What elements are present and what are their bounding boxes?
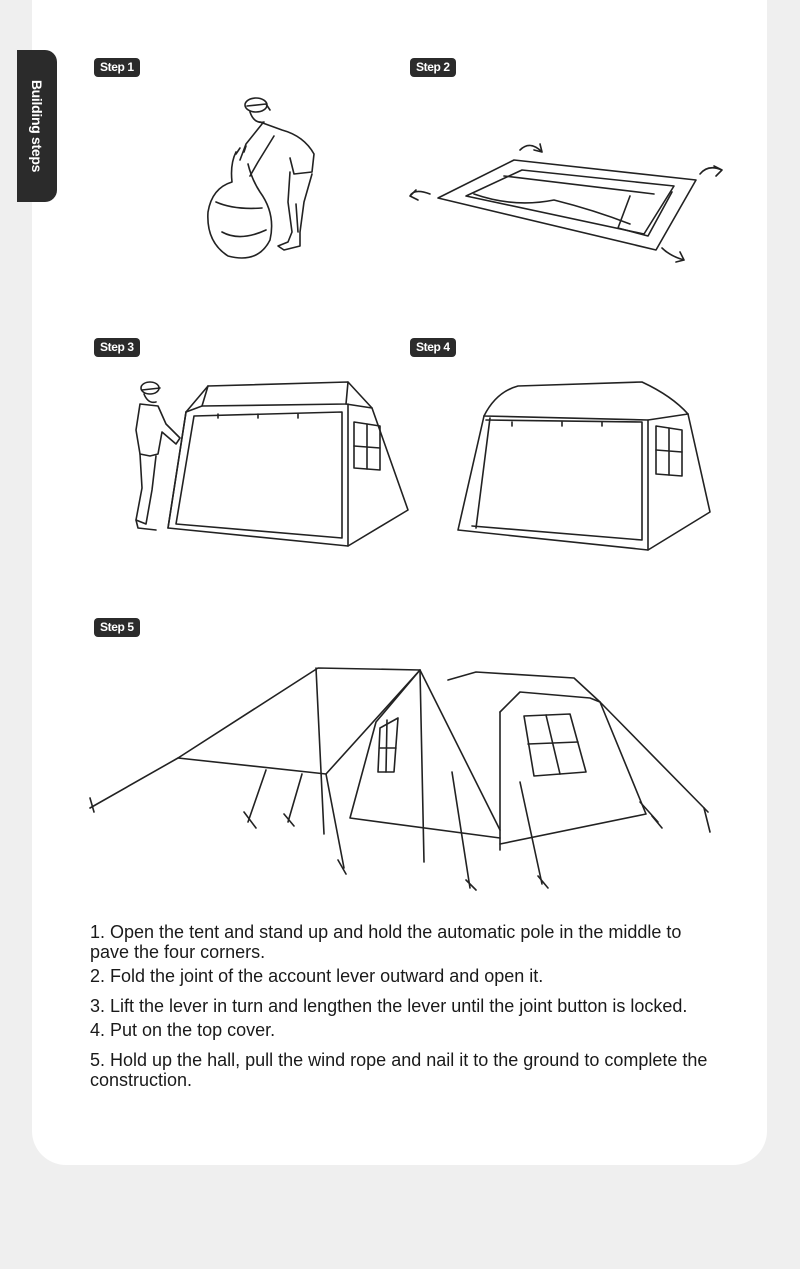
- step-4-illustration: [452, 378, 720, 558]
- instruction-step-1: 1. Open the tent and stand up and hold the automatic pole in the middle to pave the four corners.: [90, 922, 682, 962]
- instruction-step-5: 5. Hold up the hall, pull the wind rope and nail it to the ground to complete the construction.: [90, 1050, 708, 1090]
- building-steps-tab: [17, 50, 57, 202]
- step-4-badge: Step 4: [410, 338, 456, 357]
- step-1-illustration: [200, 92, 330, 262]
- step-2-illustration: [404, 138, 724, 263]
- step-3-badge: Step 3: [94, 338, 140, 357]
- step-2-badge: Step 2: [410, 58, 456, 77]
- building-steps-label: Building steps: [29, 79, 45, 173]
- instruction-step-2: 2. Fold the joint of the account lever outward and open it.: [90, 966, 544, 986]
- step-5-badge: Step 5: [94, 618, 140, 637]
- step-5-illustration: [80, 662, 720, 902]
- instructions-list: [90, 922, 800, 1100]
- step-3-illustration: [128, 378, 418, 558]
- instruction-step-3: 3. Lift the lever in turn and lengthen the lever until the joint button is locked.: [90, 996, 688, 1016]
- step-1-badge: Step 1: [94, 58, 140, 77]
- instruction-step-4: 4. Put on the top cover.: [90, 1020, 276, 1040]
